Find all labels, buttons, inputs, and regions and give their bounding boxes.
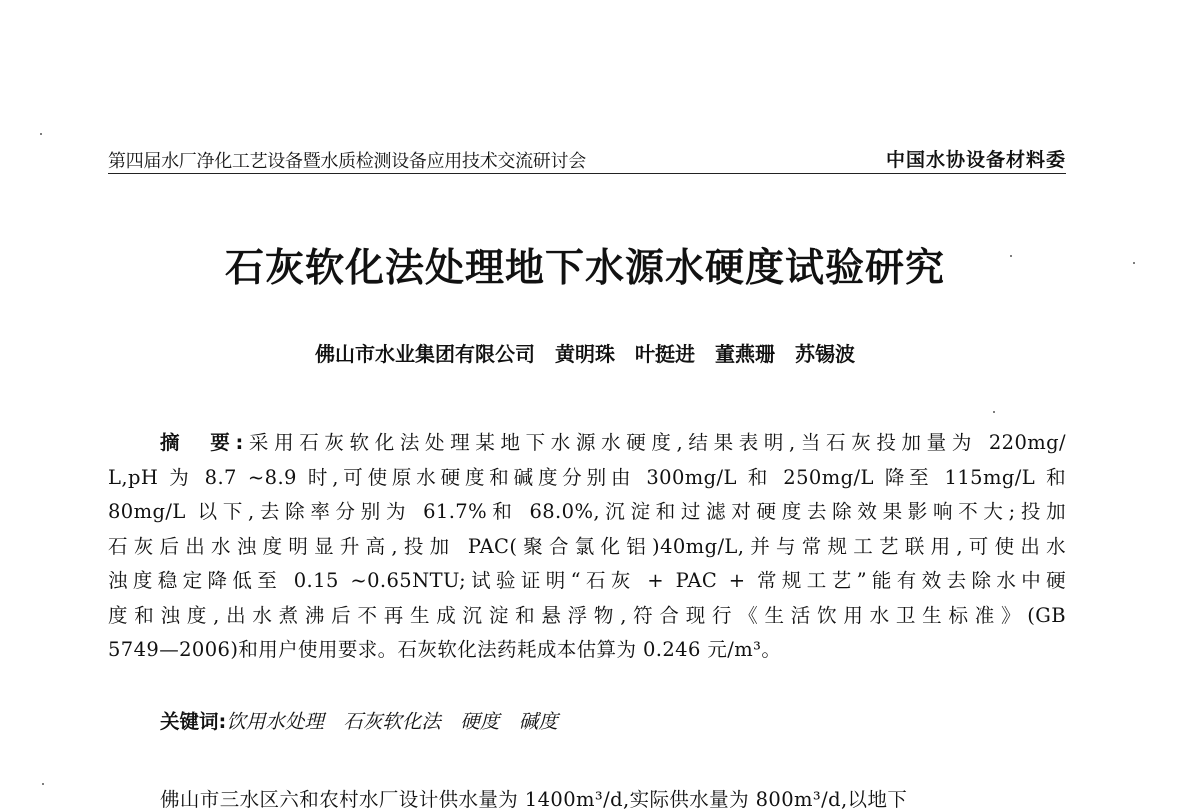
abstract-line: L,pH 为 8.7 ~8.9 时,可使原水硬度和碱度分别由 300mg/L 和 250mg/L 降至 115mg/L 和	[108, 465, 1066, 489]
scan-speck	[993, 411, 995, 413]
abstract-line: 5749—2006)和用户使用要求。石灰软化法药耗成本估算为 0.246 元/m³。	[108, 638, 782, 661]
keywords	[160, 706, 558, 734]
keywords-value: 饮用水处理 石灰软化法 硬度 碱度	[226, 710, 558, 733]
running-header	[108, 145, 1066, 174]
paper-title: 石灰软化法处理地下水源水硬度试验研究	[224, 246, 945, 291]
scan-speck	[1010, 255, 1012, 257]
keywords-label: 关键词:	[160, 710, 227, 733]
conference-name: 第四届水厂净化工艺设备暨水质检测设备应用技术交流研讨会	[108, 151, 586, 172]
abstract-line: 80mg/L 以下,去除率分别为 61.7%和 68.0%,沉淀和过滤对硬度去除效果影响不大;投加	[108, 500, 1066, 523]
body-text-line: 佛山市三水区六和农村水厂设计供水量为 1400m³/d,实际供水量为 800m³/d,以地下	[160, 788, 908, 811]
scan-speck	[1133, 262, 1135, 264]
abstract-line: 石灰后出水浊度明显升高,投加 PAC(聚合氯化铝)40mg/L,并与常规工艺联用,可使出水	[108, 534, 1066, 558]
abstract-label: 摘 要:	[160, 431, 244, 454]
committee-name: 中国水协设备材料委	[885, 149, 1066, 171]
abstract-line: 浊度稳定降低至 0.15 ~0.65NTU;试验证明“石灰 + PAC + 常规工艺”能有效去除水中硬	[108, 569, 1066, 592]
abstract-line	[108, 426, 1066, 461]
scan-speck	[40, 133, 42, 135]
abstract-line: 度和浊度,出水煮沸后不再生成沉淀和悬浮物,符合现行《生活饮用水卫生标准》(GB	[108, 603, 1066, 627]
authors-line: 佛山市水业集团有限公司 黄明珠 叶挺进 董燕珊 苏锡波	[315, 342, 855, 366]
abstract-text: 采用石灰软化法处理某地下水源水硬度,结果表明,当石灰投加量为 220mg/	[243, 431, 1066, 454]
scan-speck	[42, 783, 44, 785]
abstract	[108, 426, 1066, 668]
